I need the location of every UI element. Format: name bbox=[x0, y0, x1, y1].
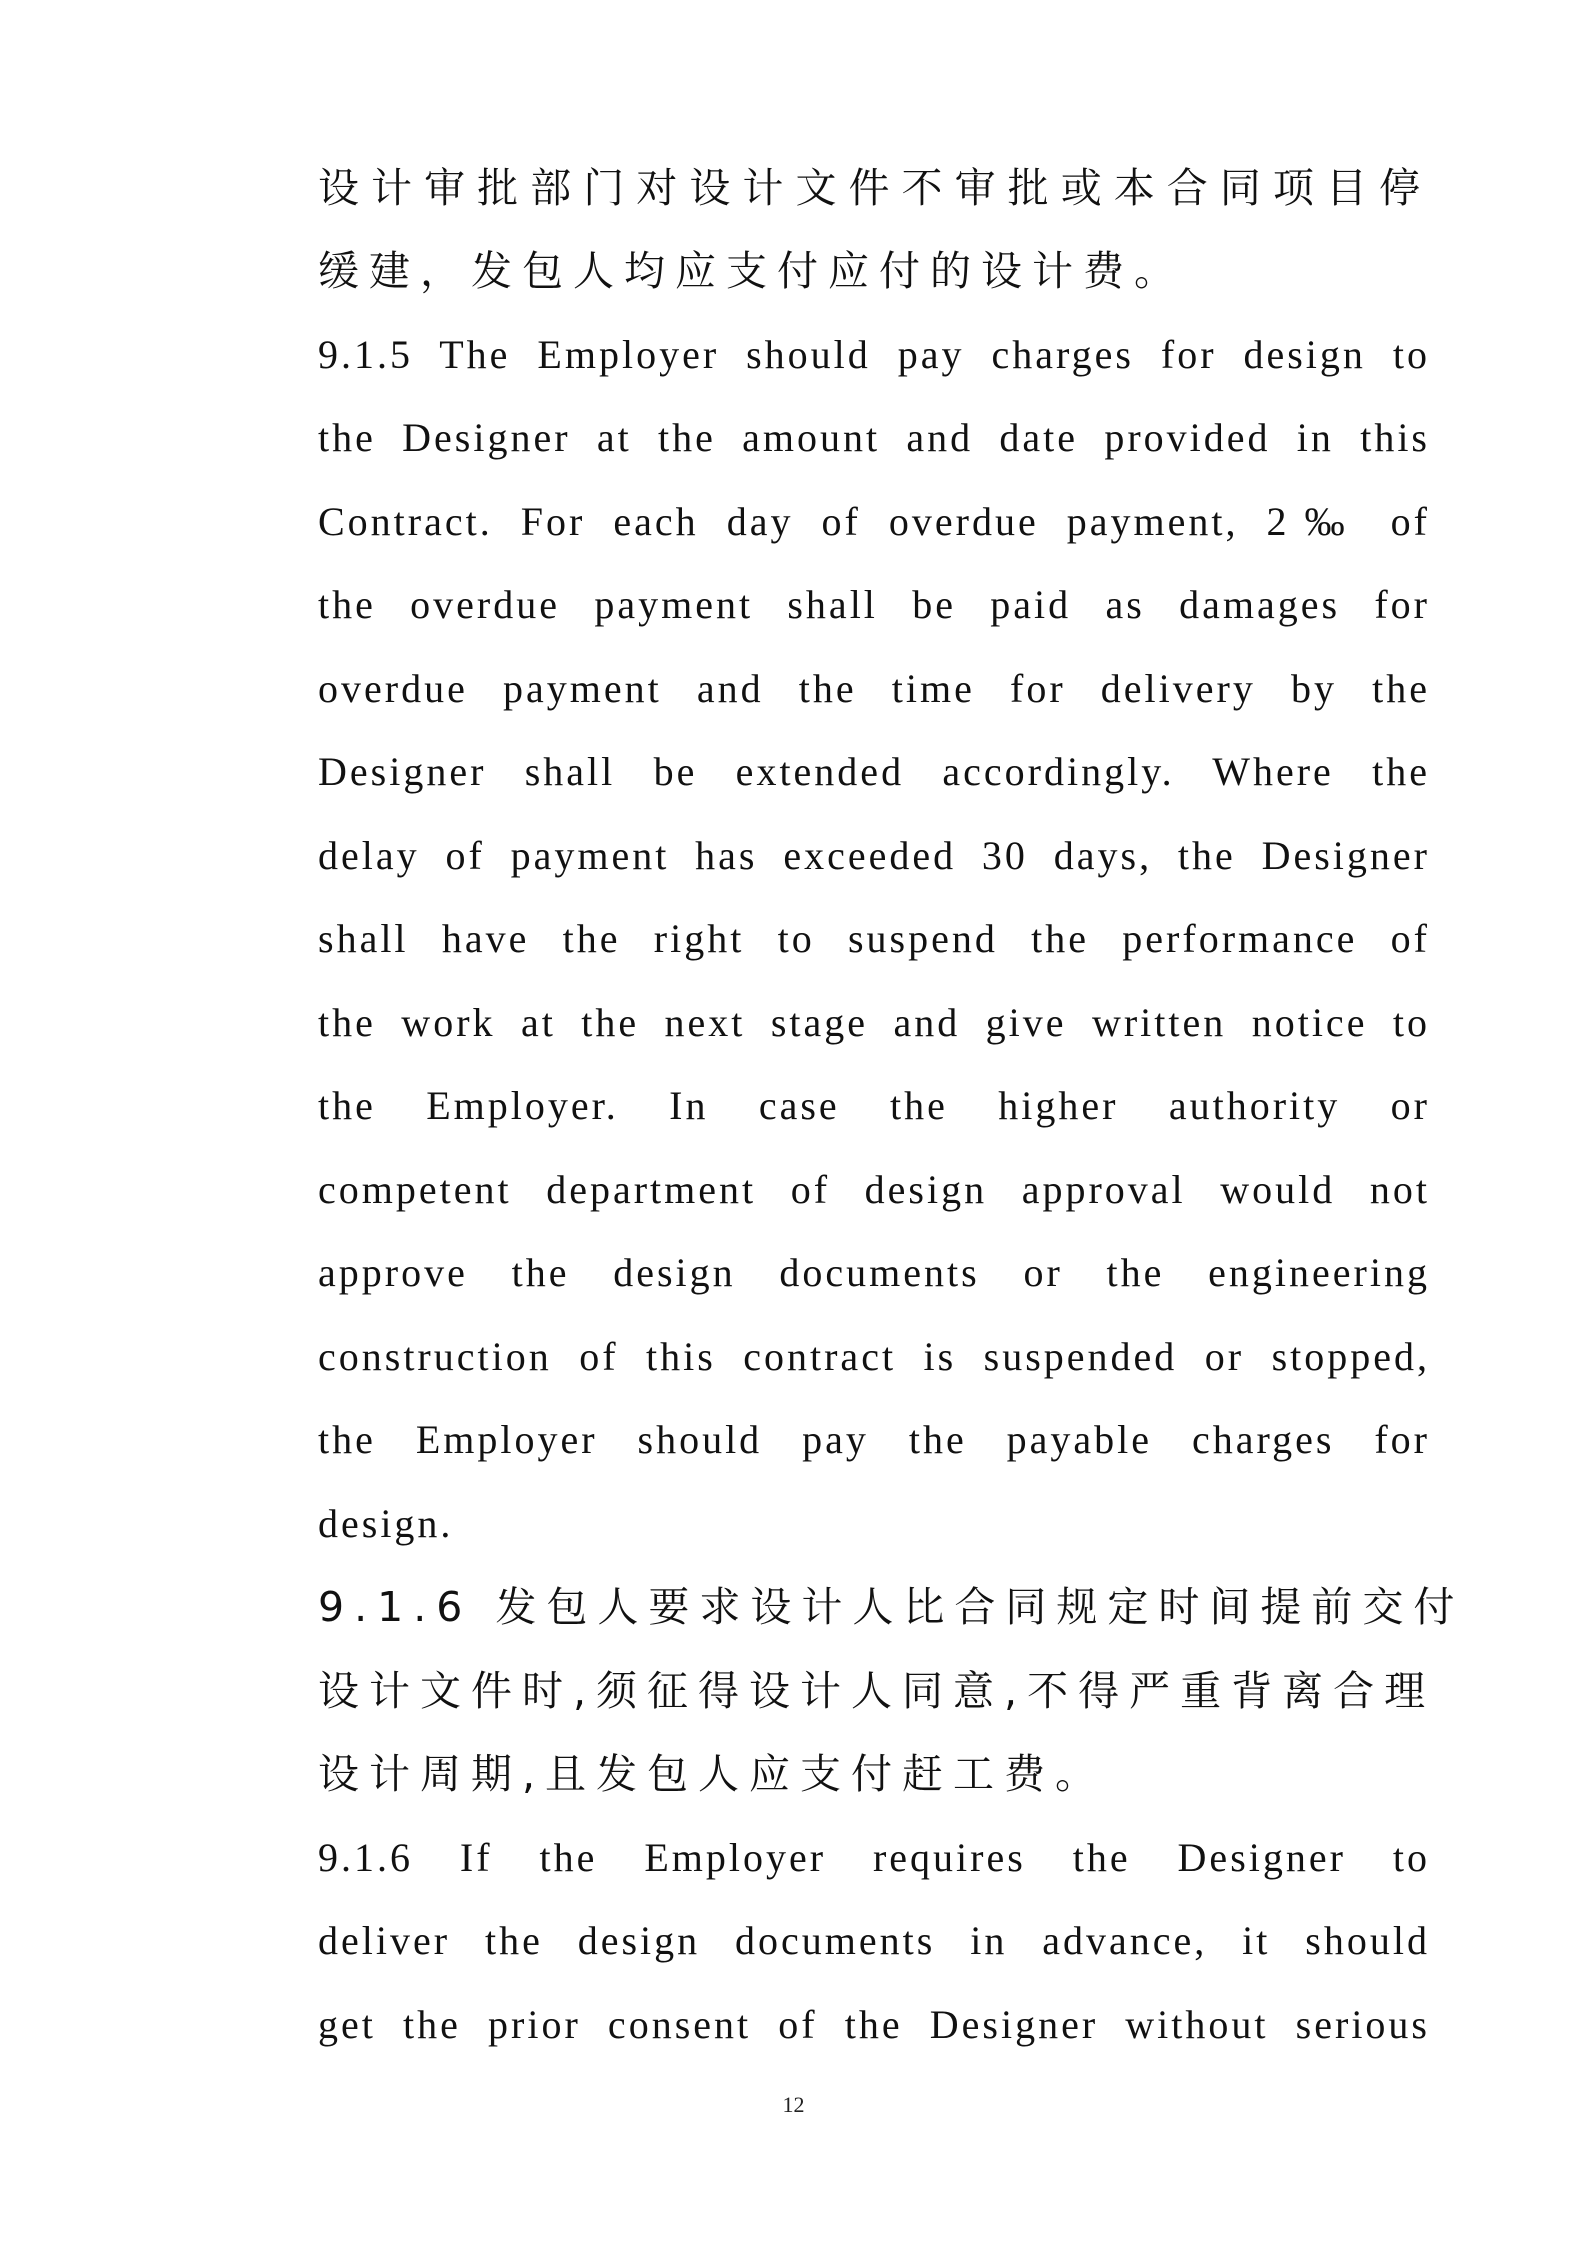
text-line: the work at the next stage and give written notice to bbox=[318, 1000, 1430, 1045]
text-line: delay of payment has exceeded 30 days, the Designer bbox=[318, 833, 1430, 878]
text-line: 设计文件时,须征得设计人同意,不得严重背离合理 bbox=[318, 1667, 1436, 1715]
text-line: shall have the right to suspend the performance of bbox=[318, 916, 1430, 961]
text-line: get the prior consent of the Designer without serious bbox=[318, 2002, 1430, 2047]
text-line: overdue payment and the time for delivery by the bbox=[318, 666, 1430, 711]
text-line: 9.1.6 If the Employer requires the Designer to bbox=[318, 1835, 1430, 1880]
text-line: the Employer. In case the higher authority or bbox=[318, 1083, 1430, 1128]
text-line: the Employer should pay the payable charges for bbox=[318, 1417, 1430, 1462]
text-line: 9.1.5 The Employer should pay charges for design to bbox=[318, 332, 1430, 377]
text-line: approve the design documents or the engineering bbox=[318, 1250, 1430, 1295]
text-line: the overdue payment shall be paid as damages for bbox=[318, 582, 1430, 627]
text-line: design. bbox=[318, 1501, 454, 1546]
text-line: deliver the design documents in advance, it should bbox=[318, 1918, 1430, 1963]
text-line: 9.1.6 发包人要求设计人比合同规定时间提前交付 bbox=[318, 1583, 1465, 1631]
text-line: competent department of design approval would not bbox=[318, 1167, 1430, 1212]
text-line: construction of this contract is suspended or stopped, bbox=[318, 1334, 1430, 1379]
page-number: 12 bbox=[782, 2092, 805, 2117]
text-line: 设计审批部门对设计文件不审批或本合同项目停 bbox=[318, 164, 1430, 212]
text-line: 设计周期,且发包人应支付赶工费。 bbox=[318, 1750, 1107, 1798]
text-line: Designer shall be extended accordingly. Where the bbox=[318, 749, 1430, 794]
text-line: 缓建，发包人均应支付应付的设计费。 bbox=[318, 247, 1185, 295]
text-line: Contract. For each day of overdue payment, 2‰ of bbox=[318, 499, 1430, 544]
text-line: the Designer at the amount and date provided in this bbox=[318, 415, 1430, 460]
